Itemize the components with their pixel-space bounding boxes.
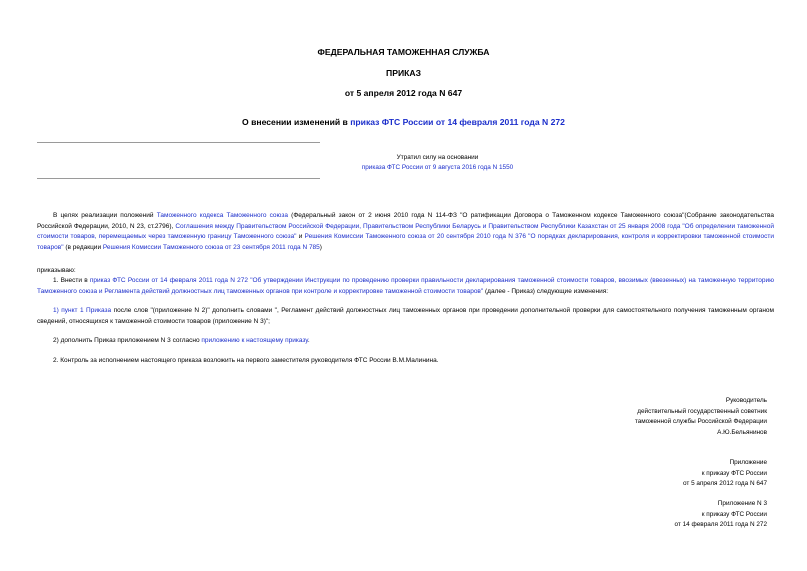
appendix-3-line: Приложение N 3 [717, 500, 767, 507]
doc-title [0, 117, 807, 127]
commission-decision-785-link[interactable]: Решения Комиссии Таможенного союза от 23 сентября 2011 года N 785 [102, 243, 320, 251]
subitem-1-text: после слов "(приложение N 2)" дополнить словами ", Регламент действий должностных лиц таможенных органов при проведении дополнительной проверки для самостоятельного получения таможенным органом сведений, относящихся к таможенной стоимости товаров (приложение N 3)"; [37, 307, 775, 325]
divider-bottom [37, 178, 320, 179]
doc-type: ПРИКАЗ [386, 68, 421, 78]
signature-line: таможенной службы Российской Федерации [634, 418, 767, 426]
agreement-link[interactable]: Соглашения между Правительством Российской Федерации, Правительством Республики Беларусь и Правительством Республики Казахстан от 25 января 2008 года "Об определении таможенной стоимости товаров, перемещаемых через таможенную границу Таможенного союза" [37, 222, 774, 241]
appendix-line: от 5 апреля 2012 года N 647 [682, 480, 767, 488]
customs-code-link[interactable]: Таможенного кодекса Таможенного союза [156, 212, 289, 219]
repeal-note [300, 153, 575, 173]
signature-name: А.Ю.Бельянинов [717, 428, 767, 436]
appendix-3-line: от 14 февраля 2011 года N 272 [674, 521, 767, 529]
repeal-note-text: Утратил силу на основании [396, 154, 479, 161]
preamble-text: и [296, 233, 305, 241]
amended-order-link[interactable]: приказ ФТС России от 14 февраля 2011 года N 272 [350, 117, 565, 127]
doc-date-number: от 5 апреля 2012 года N 647 [344, 88, 463, 98]
order-point-1-link[interactable]: 1) пункт 1 Приказа [53, 307, 112, 314]
subitem-1-paragraph [37, 306, 774, 327]
signature-block [467, 396, 767, 438]
appendix-block [467, 458, 767, 490]
repeal-order-link[interactable]: приказа ФТС России от 9 августа 2016 года N 1550 [361, 164, 514, 171]
appendix-line: Приложение [729, 459, 767, 466]
preamble-text: (в редакции [63, 243, 103, 251]
preamble-text: В целях реализации положений [53, 212, 157, 219]
divider-top [37, 142, 320, 143]
agency-title: ФЕДЕРАЛЬНАЯ ТАМОЖЕННАЯ СЛУЖБА [317, 47, 490, 57]
subitem-2-text: . [307, 337, 310, 344]
subitem-2-text: 2) дополнить Приказ приложением N 3 согласно [53, 337, 202, 344]
commission-decision-376-link[interactable]: Решения Комиссии Таможенного союза от 20 сентября 2010 года N 376 "О порядках декларирования, контроля и корректировки таможенной стоимости товаров" [37, 233, 774, 251]
item-1-paragraph [37, 276, 774, 297]
appendix-line: к приказу ФТС России [701, 469, 767, 477]
subitem-2-paragraph [37, 336, 774, 347]
order-272-link[interactable]: приказ ФТС России от 14 февраля 2011 года N 272 "Об утверждении Инструкции по проведению проверки правильности декларирования таможенной стоимости товаров, ввозимых (ввезенных) на таможенную территорию Таможенного союза и Регламента действий должностных лиц таможенных органов при контроле и корректировке таможенной стоимости товаров" [37, 277, 774, 295]
doc-title-prefix: О внесении изменений в [242, 117, 351, 127]
appendix-3-block [467, 499, 767, 531]
item-1-text: 1. Внести в [53, 277, 90, 284]
item-1-text: (далее - Приказ) следующие изменения: [483, 287, 609, 295]
appendix-link[interactable]: приложению к настоящему приказу [201, 337, 308, 344]
signature-line: Руководитель [725, 397, 767, 404]
preamble-paragraph [37, 211, 774, 253]
appendix-3-line: к приказу ФТС России [701, 510, 767, 518]
preamble-text: ) [319, 243, 322, 251]
preamble-text: (Федеральный закон от 2 июня 2010 года N 114-ФЗ "О ратификации Договора о Таможенном кодексе Таможенного союза"(Собрание законодательства Российской Федерации, 2010, N 23, ст.2796), [37, 212, 774, 230]
signature-line: действительный государственный советник [637, 407, 767, 415]
item-2-paragraph: 2. Контроль за исполнением настоящего приказа возложить на первого заместителя руководителя ФТС России В.М.Малинина. [53, 357, 439, 364]
orders-label: приказываю: [37, 267, 76, 274]
